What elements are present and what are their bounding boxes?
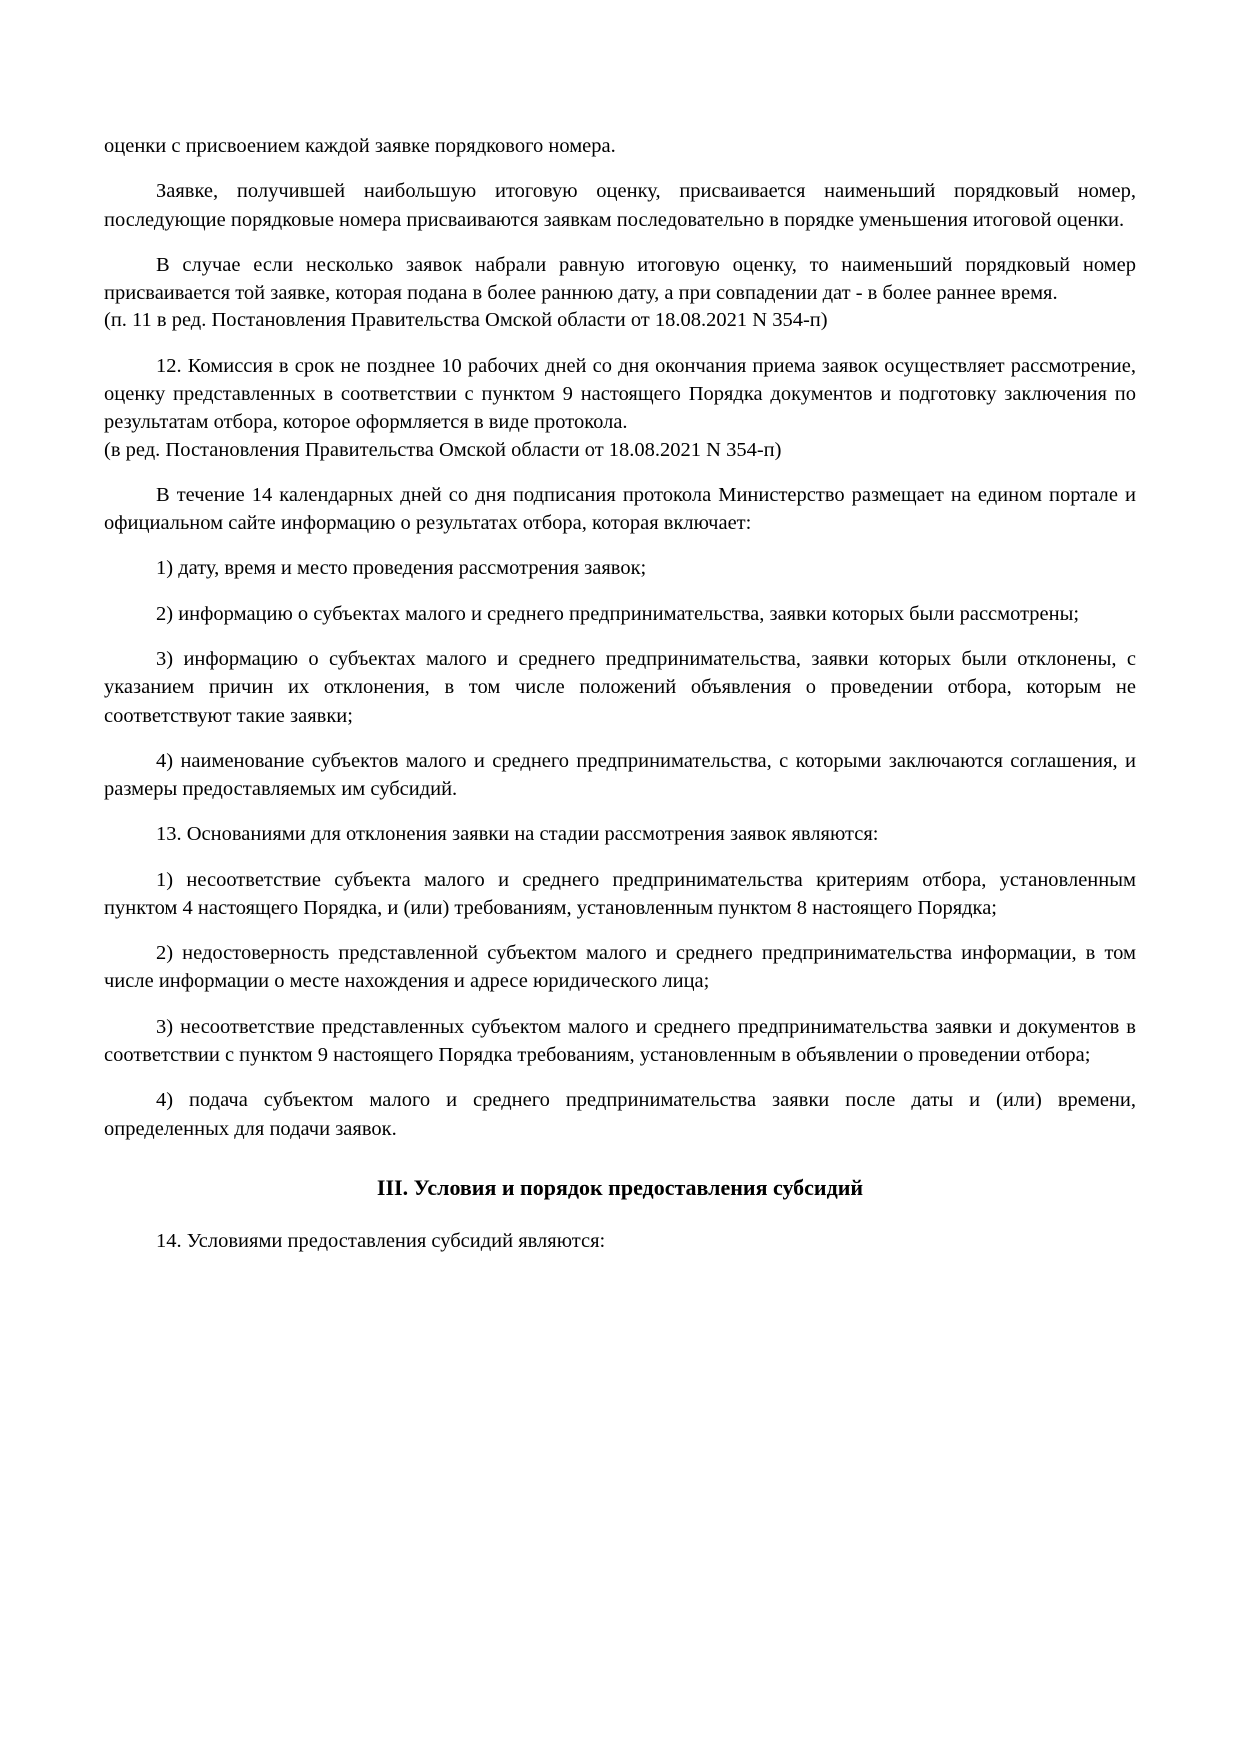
list-item-result-3: 3) информацию о субъектах малого и среднего предпринимательства, заявки которых были отклонены, с указанием причин их отклонения, в том числе положений объявления о проведении отбора, которым не соответствуют такие заявки; — [104, 647, 1136, 727]
reference-note-p11: (п. 11 в ред. Постановления Правительства Омской области от 18.08.2021 N 354-п) — [104, 309, 828, 332]
paragraph-equal-scores: В случае если несколько заявок набрали равную итоговую оценку, то наименьший порядковый номер присваивается той заявке, которая подана в более раннюю дату, а при совпадении дат - в более раннее время. — [104, 253, 1136, 305]
document-body — [104, 132, 1136, 1256]
paragraph-continuation: оценки с присвоением каждой заявке порядкового номера. — [104, 135, 616, 157]
list-item-rejection-2: 2) недостоверность представленной субъектом малого и среднего предпринимательства информации, в том числе информации о месте нахождения и адресе юридического лица; — [104, 942, 1136, 993]
list-item-result-2: 2) информацию о субъектах малого и среднего предпринимательства, заявки которых были рассмотрены; — [156, 602, 1080, 625]
paragraph-lowest-number: Заявке, получившей наибольшую итоговую оценку, присваивается наименьший порядковый номер, последующие порядковые номера присваиваются заявкам последовательно в порядке уменьшения итоговой оценки. — [104, 180, 1136, 231]
section-heading: III. Условия и порядок предоставления субсидий — [376, 1174, 864, 1200]
paragraph-14-days: В течение 14 календарных дней со дня подписания протокола Министерство размещает на едином портале и официальном сайте информацию о результатах отбора, которая включает: — [104, 483, 1136, 535]
paragraph-item-13: 13. Основаниями для отклонения заявки на стадии рассмотрения заявок являются: — [156, 823, 879, 846]
list-item-result-4: 4) наименование субъектов малого и среднего предпринимательства, с которыми заключаются соглашения, и размеры предоставляемых им субсидий. — [104, 749, 1136, 801]
paragraph-item-12: 12. Комиссия в срок не позднее 10 рабочих дней со дня окончания приема заявок осуществляет рассмотрение, оценку представленных в соответствии с пунктом 9 настоящего Порядка документов и подготовку заключения по результатам отбора, которое оформляется в виде протокола. — [104, 354, 1136, 434]
list-item-rejection-4: 4) подача субъектом малого и среднего предпринимательства заявки после даты и (или) времени, определенных для подачи заявок. — [104, 1089, 1136, 1140]
list-item-rejection-3: 3) несоответствие представленных субъектом малого и среднего предпринимательства заявки и документов в соответствии с пунктом 9 настоящего Порядка требованиям, установленным в объявлении о проведении отбора; — [104, 1015, 1136, 1067]
list-item-result-1: 1) дату, время и место проведения рассмотрения заявок; — [156, 557, 647, 580]
reference-note-p12: (в ред. Постановления Правительства Омской области от 18.08.2021 N 354-п) — [104, 438, 782, 461]
paragraph-item-14: 14. Условиями предоставления субсидий являются: — [156, 1230, 606, 1253]
list-item-rejection-1: 1) несоответствие субъекта малого и среднего предпринимательства критериям отбора, установленным пунктом 4 настоящего Порядка, и (или) требованиям, установленным пунктом 8 настоящего Порядка; — [104, 868, 1136, 919]
